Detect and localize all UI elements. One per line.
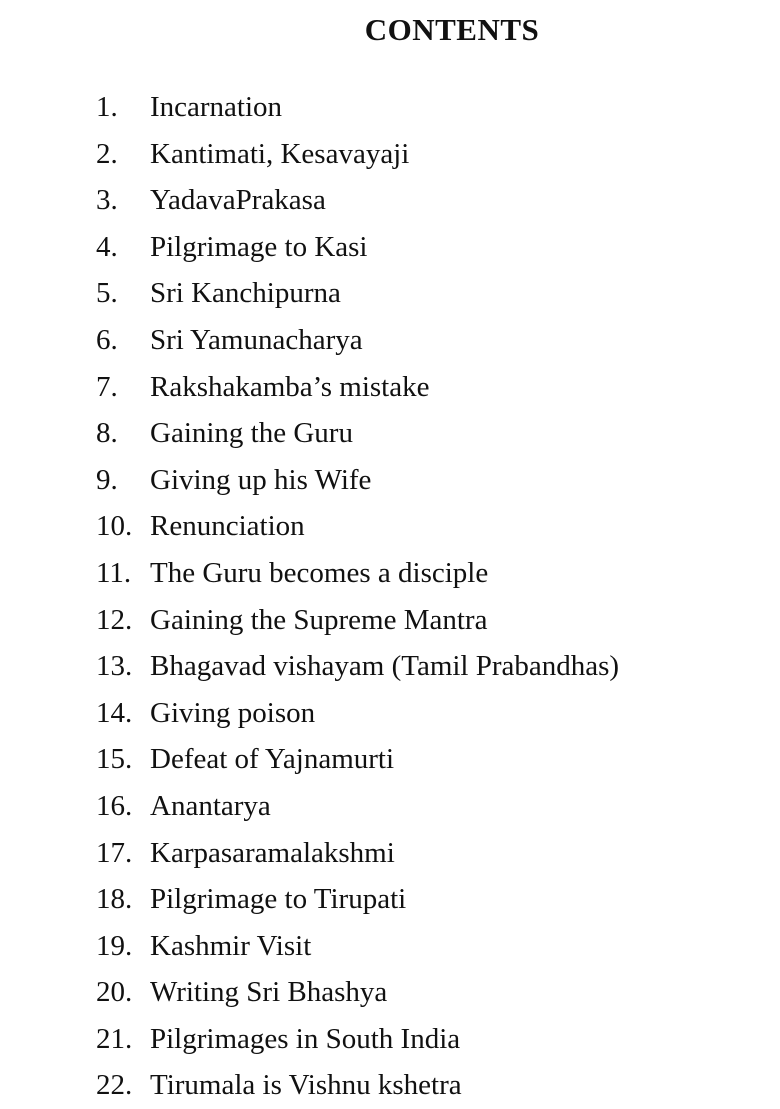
toc-entry-number: 14. [96,696,133,729]
toc-entry-title: Incarnation [150,91,283,123]
toc-entry-title: Karpasaramalakshmi [150,836,395,869]
toc-entry-title: Gaining the Guru [150,417,353,450]
toc-entry-title: Writing Sri Bhashya [150,976,388,1009]
toc-entry-number: 11. [96,556,132,589]
toc-entry-title: Sri Yamunacharya [150,323,363,356]
toc-entry-title: Sri Kanchipurna [150,277,341,310]
toc-entry-title: Gaining the Supreme Mantra [150,603,488,636]
toc-entry-number: 1. [96,91,118,123]
toc-entry-title: Bhagavad vishayam (Tamil Prabandhas) [150,650,620,683]
toc-entry-number: 9. [96,463,118,496]
toc-entry-number: 7. [96,370,118,403]
toc-entry-number: 20. [96,976,133,1009]
toc-entry-number: 16. [96,789,133,822]
toc-entry-title: Giving poison [150,696,316,729]
toc-entry-number: 15. [96,743,133,776]
toc-entry-number: 3. [96,184,118,217]
toc-entry-title: Defeat of Yajnamurti [150,743,395,776]
toc-entry-title: Pilgrimage to Kasi [150,230,368,263]
toc-entry-title: Renunciation [150,510,305,543]
toc-entry-title: YadavaPrakasa [150,184,326,217]
toc-entry-number: 13. [96,650,133,683]
toc-entry-title: Kashmir Visit [150,929,312,962]
toc-entry-title: Kantimati, Kesavayaji [150,137,410,170]
toc-entry-title: Rakshakamba’s mistake [150,370,430,403]
toc-entry-number: 6. [96,323,118,356]
toc-entry-title: Anantarya [150,789,271,822]
toc-entry-title: The Guru becomes a disciple [150,556,489,589]
toc-entry-number: 4. [96,230,118,263]
toc-entry-number: 5. [96,277,118,310]
toc-entry-title: Pilgrimage to Tirupati [150,883,407,916]
toc-entry-number: 8. [96,417,118,450]
toc-entry-number: 10. [96,510,133,543]
toc-entry-number: 17. [96,836,133,869]
toc-entry-number: 19. [96,929,133,962]
toc-entry-number: 18. [96,883,133,916]
toc-entry-title: Giving up his Wife [150,463,372,496]
toc-entry-number: 2. [96,137,118,170]
toc-entry-title: Pilgrimages in South India [150,1022,461,1055]
toc-entry-number: 21. [96,1022,133,1055]
toc-entry-number: 22. [96,1069,133,1102]
page-title: CONTENTS [364,12,540,47]
toc-entry-number: 12. [96,603,133,636]
toc-entry-title: Tirumala is Vishnu kshetra [150,1069,462,1102]
